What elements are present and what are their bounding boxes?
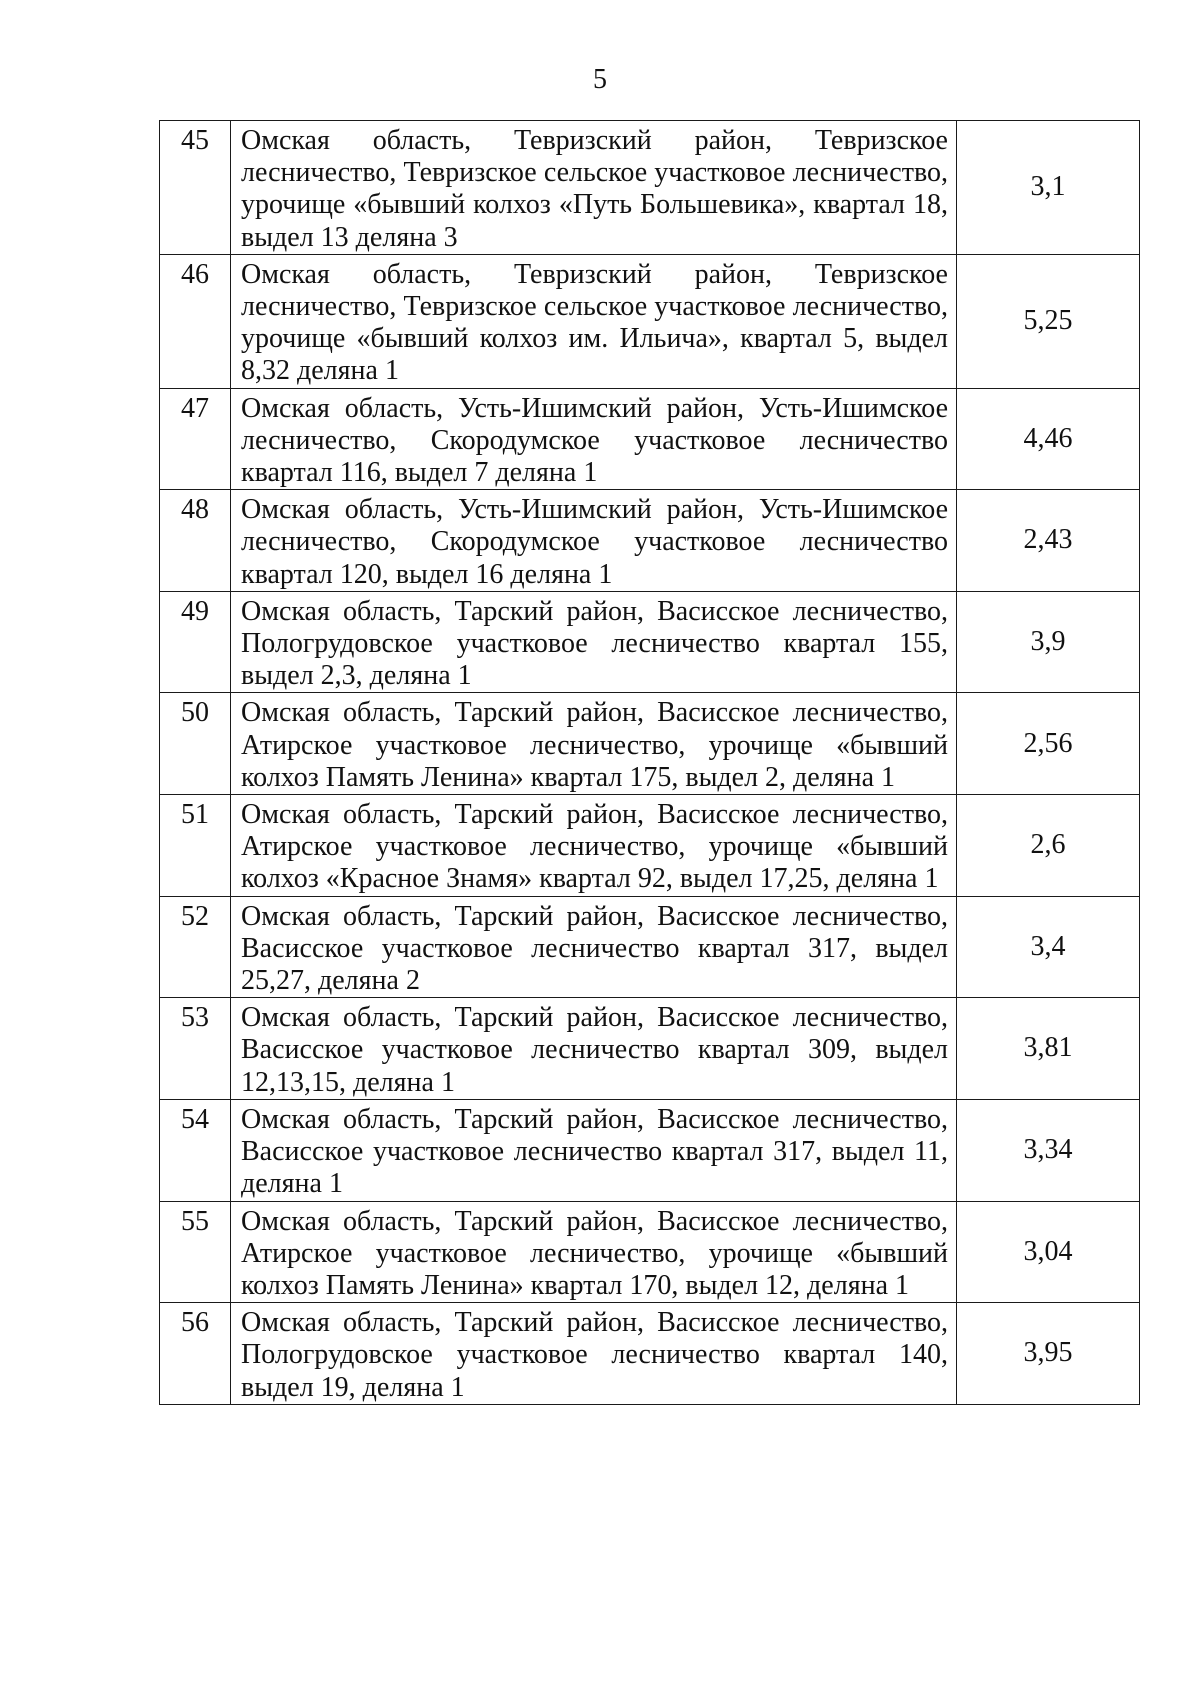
plot-location: Омская область, Тарский район, Васисское лесничество, Атирское участковое лесничество, урочище «бывший колхоз Память Ленина» квартал 170, выдел 12, деляна 1 bbox=[231, 1201, 957, 1303]
row-number: 55 bbox=[160, 1201, 231, 1303]
plot-area: 3,9 bbox=[957, 591, 1140, 693]
table-row bbox=[160, 121, 1140, 255]
table-row bbox=[160, 1303, 1140, 1405]
plot-area: 3,81 bbox=[957, 998, 1140, 1100]
table-row bbox=[160, 1201, 1140, 1303]
table-row bbox=[160, 1099, 1140, 1201]
table-row bbox=[160, 388, 1140, 490]
plot-location: Омская область, Усть-Ишимский район, Усть-Ишимское лесничество, Скородумское участковое лесничество квартал 116, выдел 7 деляна 1 bbox=[231, 388, 957, 490]
plot-area: 3,04 bbox=[957, 1201, 1140, 1303]
table-row bbox=[160, 795, 1140, 897]
plot-area: 3,4 bbox=[957, 896, 1140, 998]
plot-area: 3,95 bbox=[957, 1303, 1140, 1405]
row-number: 56 bbox=[160, 1303, 231, 1405]
plot-area: 2,43 bbox=[957, 490, 1140, 592]
plot-location: Омская область, Тарский район, Васисское лесничество, Пологрудовское участковое лесничество квартал 140, выдел 19, деляна 1 bbox=[231, 1303, 957, 1405]
table-row bbox=[160, 998, 1140, 1100]
plot-area: 5,25 bbox=[957, 254, 1140, 388]
row-number: 46 bbox=[160, 254, 231, 388]
table-row bbox=[160, 693, 1140, 795]
row-number: 51 bbox=[160, 795, 231, 897]
plot-location: Омская область, Тарский район, Васисское лесничество, Пологрудовское участковое лесничество квартал 155, выдел 2,3, деляна 1 bbox=[231, 591, 957, 693]
plot-location: Омская область, Тевризский район, Тевризское лесничество, Тевризское сельское участковое лесничество, урочище «бывший колхоз «Путь Большевика», квартал 18, выдел 13 деляна 3 bbox=[231, 121, 957, 255]
plot-area: 2,6 bbox=[957, 795, 1140, 897]
plot-area: 2,56 bbox=[957, 693, 1140, 795]
forest-plots-table bbox=[159, 120, 1140, 1405]
table-row bbox=[160, 896, 1140, 998]
plot-location: Омская область, Тевризский район, Тевризское лесничество, Тевризское сельское участковое лесничество, урочище «бывший колхоз им. Ильича», квартал 5, выдел 8,32 деляна 1 bbox=[231, 254, 957, 388]
row-number: 49 bbox=[160, 591, 231, 693]
page-number: 5 bbox=[593, 64, 607, 95]
plot-location: Омская область, Тарский район, Васисское лесничество, Васисское участковое лесничество квартал 309, выдел 12,13,15, деляна 1 bbox=[231, 998, 957, 1100]
plot-area: 4,46 bbox=[957, 388, 1140, 490]
table-row bbox=[160, 254, 1140, 388]
plot-area: 3,34 bbox=[957, 1099, 1140, 1201]
row-number: 47 bbox=[160, 388, 231, 490]
row-number: 54 bbox=[160, 1099, 231, 1201]
plot-area: 3,1 bbox=[957, 121, 1140, 255]
plot-location: Омская область, Тарский район, Васисское лесничество, Атирское участковое лесничество, урочище «бывший колхоз «Красное Знамя» квартал 92, выдел 17,25, деляна 1 bbox=[231, 795, 957, 897]
plot-location: Омская область, Тарский район, Васисское лесничество, Васисское участковое лесничество квартал 317, выдел 11, деляна 1 bbox=[231, 1099, 957, 1201]
table-row bbox=[160, 490, 1140, 592]
row-number: 48 bbox=[160, 490, 231, 592]
row-number: 52 bbox=[160, 896, 231, 998]
row-number: 50 bbox=[160, 693, 231, 795]
table-row bbox=[160, 591, 1140, 693]
row-number: 45 bbox=[160, 121, 231, 255]
row-number: 53 bbox=[160, 998, 231, 1100]
plot-location: Омская область, Усть-Ишимский район, Усть-Ишимское лесничество, Скородумское участковое лесничество квартал 120, выдел 16 деляна 1 bbox=[231, 490, 957, 592]
plot-location: Омская область, Тарский район, Васисское лесничество, Атирское участковое лесничество, урочище «бывший колхоз Память Ленина» квартал 175, выдел 2, деляна 1 bbox=[231, 693, 957, 795]
plot-location: Омская область, Тарский район, Васисское лесничество, Васисское участковое лесничество квартал 317, выдел 25,27, деляна 2 bbox=[231, 896, 957, 998]
